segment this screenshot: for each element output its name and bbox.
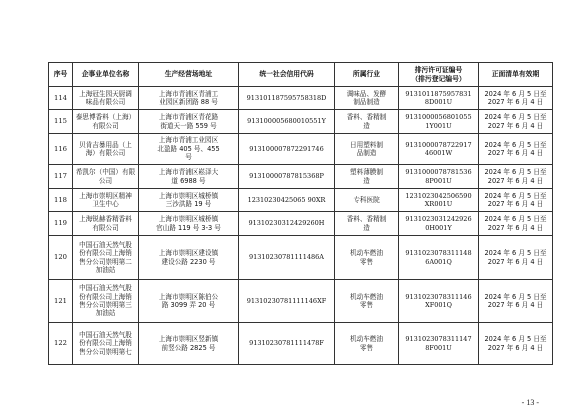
- cell-validity: 2024 年 6 月 5 日至 2027 年 6 月 4 日: [479, 134, 553, 165]
- cell-no: 117: [49, 165, 73, 189]
- cell-industry: 调味品、发酵 制品制造: [335, 87, 399, 110]
- cell-industry: 香料、香精制 造: [335, 212, 399, 236]
- cell-name: 泰思博香料（上海） 有限公司: [73, 110, 139, 134]
- header-no: 序号: [49, 63, 73, 87]
- cell-permit: 9131000056801055 1Y001U: [399, 110, 479, 134]
- cell-address: 上海市崇明区城桥镇 三沙洪路 19 号: [139, 189, 239, 212]
- cell-credit-code: 913101187595758318D: [239, 87, 335, 110]
- header-permit: 排污许可证编号 （排污登记编号）: [399, 63, 479, 87]
- table-row: [49, 323, 553, 365]
- cell-name: 上海锐赫香精香料 有限公司: [73, 212, 139, 236]
- cell-address: 上海市青浦区青浦工 业园区新团路 88 号: [139, 87, 239, 110]
- cell-permit: 9131000078722917 46001W: [399, 134, 479, 165]
- cell-industry: 日用塑料制 品制造: [335, 134, 399, 165]
- cell-no: 122: [49, 323, 73, 365]
- table-row: [49, 134, 553, 165]
- cell-permit: 9131000078781536 8P001U: [399, 165, 479, 189]
- cell-name: 中国石油天然气股 份有限公司上海销 售分公司崇明第二 加油站: [73, 236, 139, 280]
- cell-permit: 9131023031242926 0H001Y: [399, 212, 479, 236]
- cell-credit-code: 913100007872291746: [239, 134, 335, 165]
- cell-permit: 9131011875957831 8D001U: [399, 87, 479, 110]
- table-row: [49, 212, 553, 236]
- table-header-row: [49, 63, 553, 87]
- cell-permit: 9131023078311146 XF001Q: [399, 280, 479, 323]
- cell-no: 118: [49, 189, 73, 212]
- cell-industry: 专科医院: [335, 189, 399, 212]
- table-row: [49, 165, 553, 189]
- page-number: - 13 -: [521, 398, 539, 407]
- header-industry: 所属行业: [335, 63, 399, 87]
- cell-name: 中国石油天然气股 份有限公司上海销 售分公司崇明第三 加油站: [73, 280, 139, 323]
- cell-no: 119: [49, 212, 73, 236]
- cell-industry: 机动车燃油 零售: [335, 323, 399, 365]
- cell-name: 中国石油天然气股 份有限公司上海销 售分公司崇明第七: [73, 323, 139, 365]
- cell-address: 上海市崇明区城桥镇 官山路 119 号 3-3 号: [139, 212, 239, 236]
- cell-address: 上海市青浦工业园区 北盈路 405 号、455 号: [139, 134, 239, 165]
- table-row: [49, 87, 553, 110]
- cell-name: 希凯尔（中国）有限 公司: [73, 165, 139, 189]
- cell-validity: 2024 年 6 月 5 日至 2027 年 6 月 4 日: [479, 212, 553, 236]
- cell-no: 115: [49, 110, 73, 134]
- enterprise-table: [48, 62, 553, 365]
- header-address: 生产经营场地址: [139, 63, 239, 87]
- cell-permit: 1231023042506590 XR001U: [399, 189, 479, 212]
- table-row: [49, 189, 553, 212]
- cell-industry: 机动车燃油 零售: [335, 236, 399, 280]
- table-row: [49, 236, 553, 280]
- cell-address: 上海市青浦区青花路 街道天一路 559 号: [139, 110, 239, 134]
- cell-no: 114: [49, 87, 73, 110]
- cell-industry: 机动车燃油 零售: [335, 280, 399, 323]
- cell-validity: 2024 年 6 月 5 日至 2027 年 6 月 4 日: [479, 189, 553, 212]
- cell-credit-code: 913100005680010551Y: [239, 110, 335, 134]
- cell-no: 116: [49, 134, 73, 165]
- cell-no: 120: [49, 236, 73, 280]
- cell-name: 贝肯吉暴用品（上 海）有限公司: [73, 134, 139, 165]
- cell-validity: 2024 年 6 月 5 日至 2027 年 6 月 4 日: [479, 236, 553, 280]
- header-name: 企事业单位名称: [73, 63, 139, 87]
- cell-industry: 塑料薄膜制 造: [335, 165, 399, 189]
- cell-credit-code: 91310230781111486A: [239, 236, 335, 280]
- header-validity: 正面清单有效期: [479, 63, 553, 87]
- cell-address: 上海市崇明区建设镇 建设公路 2230 号: [139, 236, 239, 280]
- cell-validity: 2024 年 6 月 5 日至 2027 年 6 月 4 日: [479, 323, 553, 365]
- cell-no: 121: [49, 280, 73, 323]
- cell-validity: 2024 年 6 月 5 日至 2027 年 6 月 4 日: [479, 87, 553, 110]
- table-body: [49, 87, 553, 365]
- cell-credit-code: 12310230425065 90XR: [239, 189, 335, 212]
- table-row: [49, 280, 553, 323]
- cell-address: 上海市崇明区竖新镇 前竖公路 2825 号: [139, 323, 239, 365]
- cell-address: 上海市青浦区崧泽大 道 6988 号: [139, 165, 239, 189]
- cell-credit-code: 91310230781111478F: [239, 323, 335, 365]
- cell-name: 上海冠生园天厨调 味品有限公司: [73, 87, 139, 110]
- header-credit-code: 统一社会信用代码: [239, 63, 335, 87]
- cell-name: 上海市崇明区精神 卫生中心: [73, 189, 139, 212]
- cell-validity: 2024 年 6 月 5 日至 2027 年 6 月 4 日: [479, 280, 553, 323]
- cell-permit: 9131023078311147 8F001U: [399, 323, 479, 365]
- cell-credit-code: 91310230781111146XF: [239, 280, 335, 323]
- cell-address: 上海市崇明区陈伯公 路 3099 弄 20 号: [139, 280, 239, 323]
- cell-validity: 2024 年 6 月 5 日至 2027 年 6 月 4 日: [479, 110, 553, 134]
- cell-credit-code: 91310000787815368P: [239, 165, 335, 189]
- cell-credit-code: 91310230312429260H: [239, 212, 335, 236]
- cell-validity: 2024 年 6 月 5 日至 2027 年 6 月 4 日: [479, 165, 553, 189]
- cell-industry: 香料、香精制 造: [335, 110, 399, 134]
- cell-permit: 9131023078311148 6A001Q: [399, 236, 479, 280]
- table-row: [49, 110, 553, 134]
